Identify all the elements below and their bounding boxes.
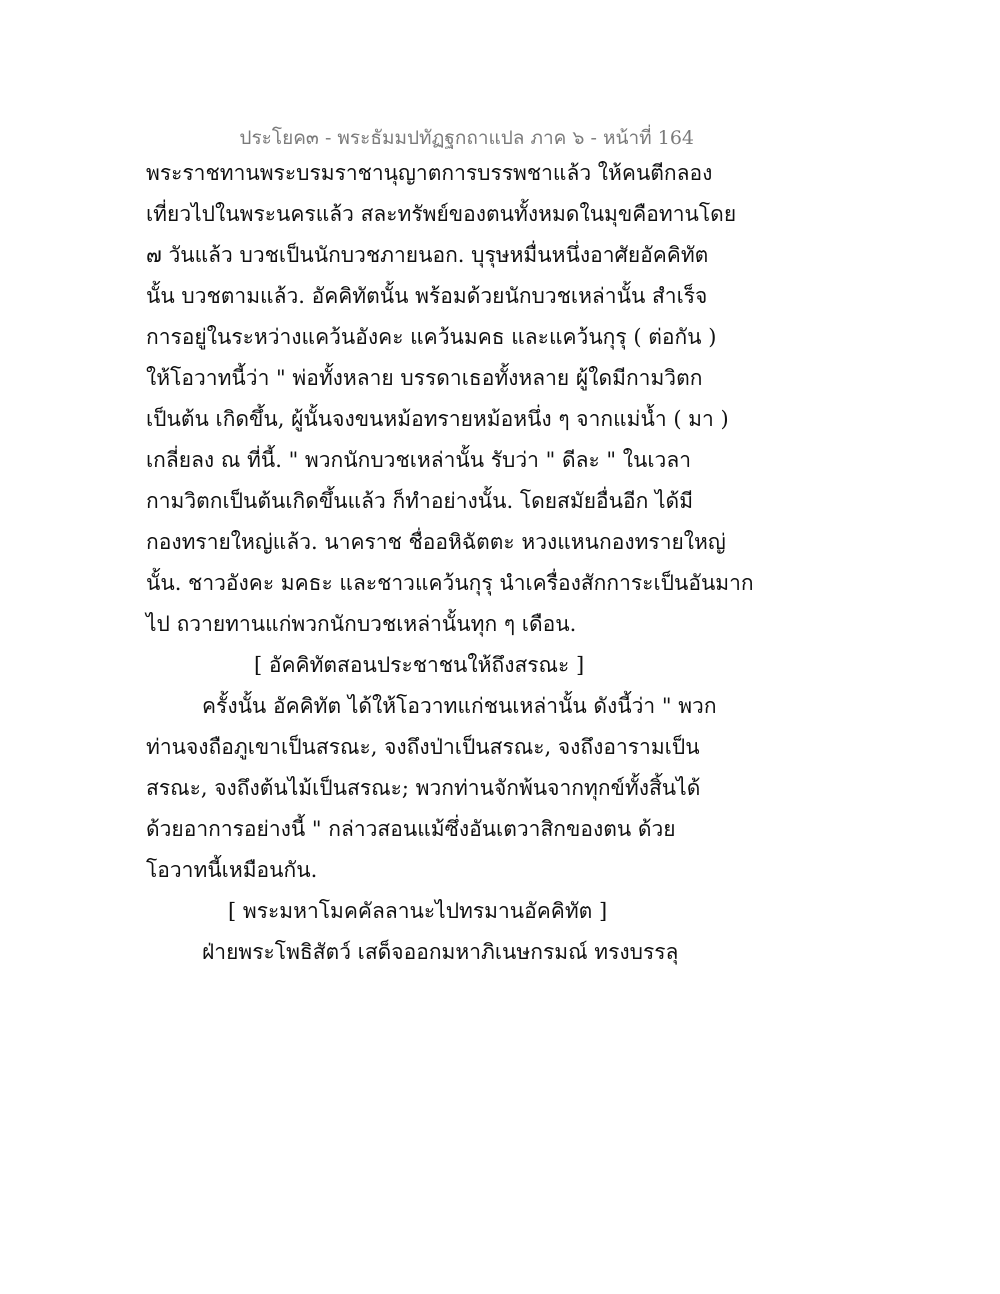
text-line: ให้โอวาทนี้ว่า " พ่อทั้งหลาย บรรดาเธอทั้งหลาย ผู้ใดมีกามวิตก xyxy=(146,366,703,390)
text-line: ไป ถวายทานแก่พวกนักบวชเหล่านั้นทุก ๆ เดือน. xyxy=(146,612,577,636)
text-line: ท่านจงถือภูเขาเป็นสรณะ, จงถึงป่าเป็นสรณะ, จงถึงอารามเป็น xyxy=(146,735,700,759)
text-line: กามวิตกเป็นต้นเกิดขึ้นแล้ว ก็ทำอย่างนั้น. โดยสมัยอื่นอีก ได้มี xyxy=(146,489,694,513)
text-line: นั้น. ชาวอังคะ มคธะ และชาวแคว้นกุรุ นำเครื่องสักการะเป็นอันมาก xyxy=(146,571,754,595)
text-line: เที่ยวไปในพระนครแล้ว สละทรัพย์ของตนทั้งหมดในมุขคือทานโดย xyxy=(146,202,737,226)
text-line: ด้วยอาการอย่างนี้ " กล่าวสอนแม้ซึ่งอันเตวาสิกของตน ด้วย xyxy=(146,817,676,841)
text-line: โอวาทนี้เหมือนกัน. xyxy=(146,858,318,882)
body-text xyxy=(146,153,754,973)
text-line: ครั้งนั้น อัคคิทัต ได้ให้โอวาทแก่ชนเหล่านั้น ดังนี้ว่า " พวก xyxy=(202,694,717,718)
section-heading: [ อัคคิทัตสอนประชาชนให้ถึงสรณะ ] xyxy=(254,653,585,677)
text-line: ๗ วันแล้ว บวชเป็นนักบวชภายนอก. บุรุษหมื่นหนึ่งอาศัยอัคคิทัต xyxy=(146,243,709,267)
text-line: นั้น บวชตามแล้ว. อัคคิทัตนั้น พร้อมด้วยนักบวชเหล่านั้น สำเร็จ xyxy=(146,284,708,308)
text-line: ฝ่ายพระโพธิสัตว์ เสด็จออกมหาภิเนษกรมณ์ ทรงบรรลุ xyxy=(202,940,679,964)
text-line: การอยู่ในระหว่างแคว้นอังคะ แคว้นมคธ และแคว้นกุรุ ( ต่อกัน ) xyxy=(146,325,717,349)
text-line: กองทรายใหญ่แล้ว. นาคราช ชื่ออหิฉัตตะ หวงแหนกองทรายใหญ่ xyxy=(146,530,726,554)
text-line: สรณะ, จงถึงต้นไม้เป็นสรณะ; พวกท่านจักพ้นจากทุกข์ทั้งสิ้นได้ xyxy=(146,776,701,800)
text-line: พระราชทานพระบรมราชานุญาตการบรรพชาแล้ว ให้คนตีกลอง xyxy=(146,161,713,185)
text-line: เกลี่ยลง ณ ที่นี้. " พวกนักบวชเหล่านั้น รับว่า " ดีละ " ในเวลา xyxy=(146,448,692,472)
running-header: ประโยค๓ - พระธัมมปทัฏฐกถาแปล ภาค ๖ - หน้าที่ 164 xyxy=(239,127,694,149)
section-heading: [ พระมหาโมคคัลลานะไปทรมานอัคคิทัต ] xyxy=(228,899,608,923)
text-line: เป็นต้น เกิดขึ้น, ผู้นั้นจงขนหม้อทรายหม้อหนึ่ง ๆ จากแม่น้ำ ( มา ) xyxy=(146,407,729,431)
